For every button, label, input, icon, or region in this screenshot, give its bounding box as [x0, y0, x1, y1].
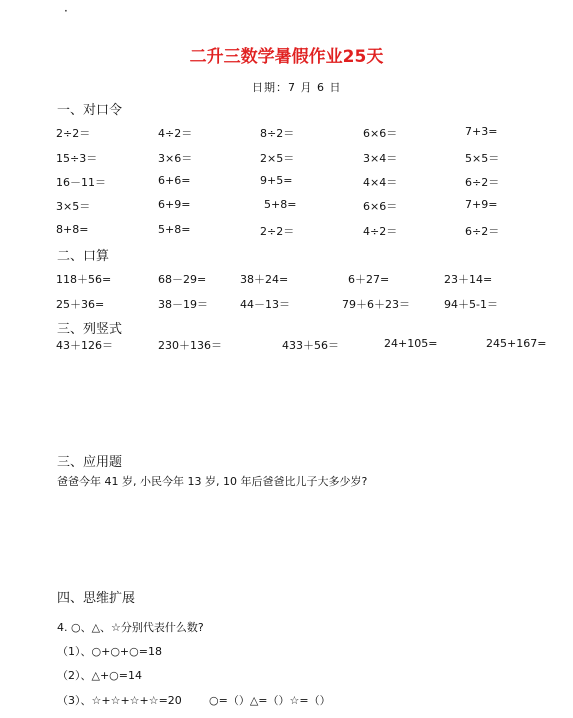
page-title: 二升三数学暑假作业25天 — [189, 47, 384, 67]
section-heading-word-problem: 三、应用题 — [57, 455, 123, 470]
mental-math-item: 44－13＝ — [240, 298, 290, 311]
oral-drill-item: 6×6＝ — [363, 200, 398, 213]
thinking-question: 4. ○、△、☆分别代表什么数? — [57, 621, 204, 634]
oral-drill-item: 6×6＝ — [363, 127, 398, 140]
thinking-line-2: （2）、△+○=14 — [57, 669, 142, 682]
page-dot: · — [64, 4, 68, 18]
section-heading-vertical-calc: 三、列竖式 — [57, 322, 123, 337]
oral-drill-row — [0, 125, 573, 143]
section-heading-thinking: 四、思维扩展 — [57, 591, 136, 606]
oral-drill-item: 4×4＝ — [363, 176, 398, 189]
oral-drill-item: 6+6= — [158, 174, 191, 187]
oral-drill-item: 6÷2＝ — [465, 176, 500, 189]
mental-math-row — [0, 271, 573, 289]
mental-math-item: 79＋6＋23＝ — [342, 298, 410, 311]
oral-drill-item: 8+8= — [56, 223, 89, 236]
oral-drill-item: 9+5= — [260, 174, 293, 187]
oral-drill-item: 4÷2＝ — [363, 225, 398, 238]
mental-math-item: 68－29= — [158, 273, 207, 286]
mental-math-item: 118＋56= — [56, 273, 112, 286]
vertical-calc-item: 245+167= — [486, 337, 547, 350]
thinking-line-3: （3）、☆+☆+☆+☆=20 — [57, 694, 182, 707]
oral-drill-item: 3×4＝ — [363, 152, 398, 165]
word-problem-text: 爸爸今年 41 岁, 小民今年 13 岁, 10 年后爸爸比儿子大多少岁? — [57, 475, 368, 488]
oral-drill-item: 2×5＝ — [260, 152, 295, 165]
vertical-calc-item: 230＋136＝ — [158, 339, 222, 352]
oral-drill-item: 3×5＝ — [56, 200, 91, 213]
oral-drill-item: 8÷2＝ — [260, 127, 295, 140]
section-heading-mental-math: 二、口算 — [57, 249, 110, 264]
vertical-calc-item: 433＋56＝ — [282, 339, 339, 352]
oral-drill-row — [0, 198, 573, 216]
oral-drill-item: 5×5＝ — [465, 152, 500, 165]
vertical-calc-row — [0, 337, 573, 355]
date-line: 日期：7 月 6 日 — [252, 81, 342, 94]
oral-drill-item: 5+8= — [158, 223, 191, 236]
vertical-calc-item: 43＋126＝ — [56, 339, 113, 352]
oral-drill-item: 6+9= — [158, 198, 191, 211]
oral-drill-row — [0, 150, 573, 168]
mental-math-item: 23＋14= — [444, 273, 493, 286]
thinking-line-1: （1）、○+○+○=18 — [57, 645, 162, 658]
oral-drill-item: 2÷2＝ — [56, 127, 91, 140]
mental-math-item: 6＋27= — [348, 273, 390, 286]
oral-drill-row — [0, 174, 573, 192]
oral-drill-item: 5+8= — [264, 198, 297, 211]
thinking-answers: ○=（）△=（）☆=（） — [209, 694, 331, 707]
oral-drill-item: 3×6＝ — [158, 152, 193, 165]
oral-drill-item: 7+3= — [465, 125, 498, 138]
oral-drill-item: 7+9= — [465, 198, 498, 211]
section-heading-oral-drill: 一、对口令 — [57, 103, 123, 118]
oral-drill-row — [0, 223, 573, 241]
vertical-calc-item: 24+105= — [384, 337, 438, 350]
oral-drill-item: 2÷2＝ — [260, 225, 295, 238]
mental-math-item: 38＋24= — [240, 273, 289, 286]
oral-drill-item: 15÷3＝ — [56, 152, 98, 165]
mental-math-item: 94＋5-1＝ — [444, 298, 498, 311]
mental-math-item: 25＋36= — [56, 298, 105, 311]
oral-drill-item: 4÷2＝ — [158, 127, 193, 140]
mental-math-item: 38－19＝ — [158, 298, 208, 311]
mental-math-row — [0, 296, 573, 314]
oral-drill-item: 6÷2＝ — [465, 225, 500, 238]
oral-drill-item: 16－11＝ — [56, 176, 106, 189]
